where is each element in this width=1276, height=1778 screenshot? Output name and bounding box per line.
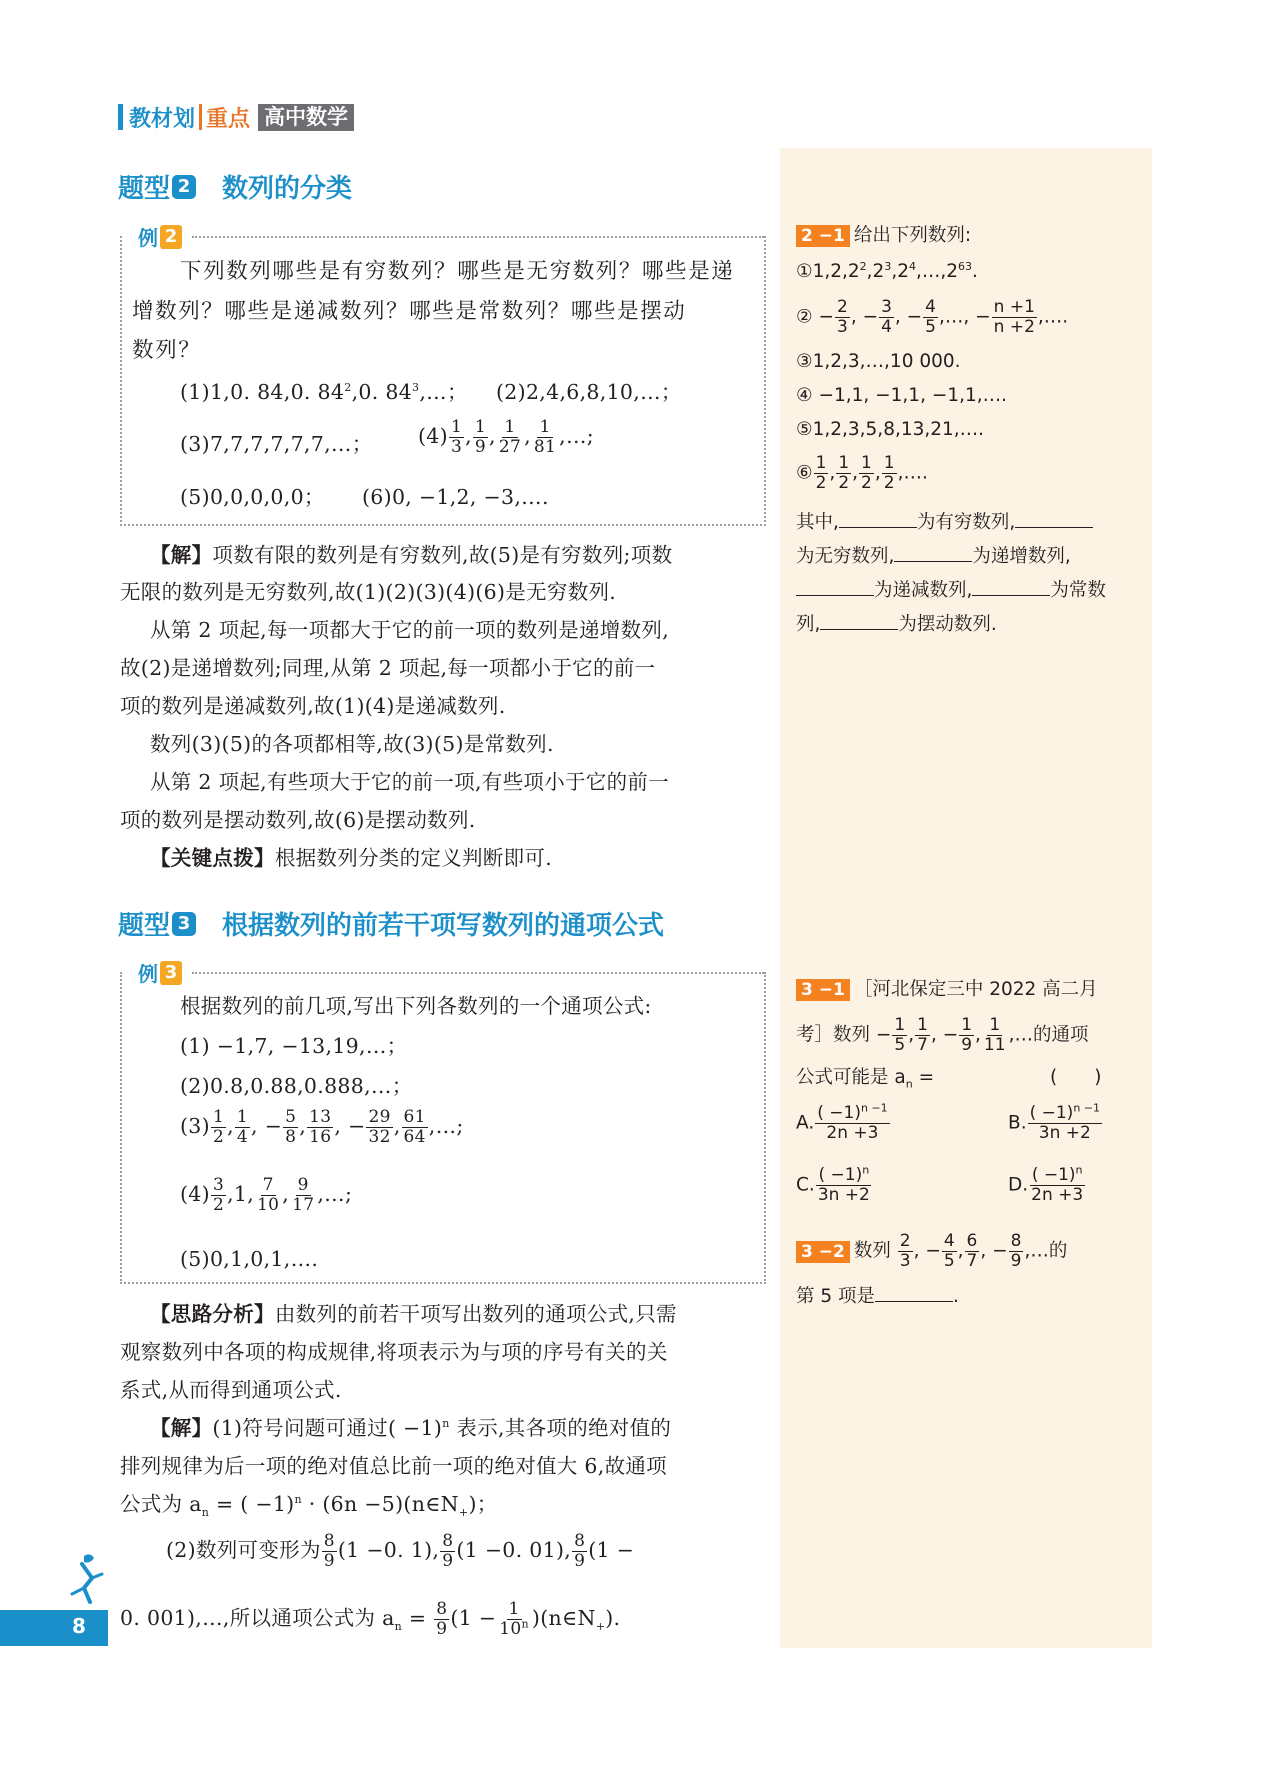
solution-2-line: 项的数列是摆动数列,故(6)是摆动数列. [120, 808, 476, 832]
example-2-question-line: 增数列？哪些是递减数列？哪些是常数列？哪些是摆动 [132, 299, 687, 324]
analysis-line: 【思路分析】由数列的前若干项写出数列的通项公式,只需 [150, 1302, 677, 1326]
example-2-item: (5)0,0,0,0,0； [180, 485, 325, 509]
runner-decoration-icon [64, 1550, 110, 1606]
header-book-name: 教材划 [129, 106, 196, 132]
exercise-3-2-line: 3 −2 数列 $\frac{2}{3}$ , − $\frac{4}{5}$ , $\frac{6}{7}$ , − $\frac{8}{9}$ ,…的 [796, 1232, 1067, 1271]
example-2-question-line: 数列？ [132, 338, 202, 363]
solution-2-line: 数列(3)(5)的各项都相等,故(3)(5)是常数列. [150, 732, 554, 756]
example-3-tag: 例 3 [134, 958, 186, 987]
exercise-3-1-line: 考］数列 − $\frac{1}{5}$ , $\frac{1}{7}$ , − $\frac{1}{9}$ , $\frac{1}{11}$ ,…的通项 [796, 1015, 1089, 1055]
exercise-tag: 2 −1 [796, 225, 850, 247]
exercise-2-1-answer-line: 其中, 为有穷数列, [796, 510, 1093, 535]
answer-blank[interactable] [796, 578, 874, 596]
option-d[interactable]: D. $\frac{( -1)^n}{2n +3}$ [1008, 1163, 1084, 1205]
example-2-item: (2)2,4,6,8,10,…； [496, 380, 682, 404]
solution-3-line: 公式为 $a_n$ = ( $-1)^n \cdot (6n -5)(n\in N_+)$； [120, 1492, 498, 1520]
exercise-2-1-answer-line: 为递减数列, 为常数 [796, 578, 1106, 603]
example-3-item: (2)0.8,0.88,0.888,…； [180, 1074, 413, 1098]
answer-blank[interactable] [894, 544, 972, 562]
example-2-item: (3)7,7,7,7,7,7,…； [180, 432, 373, 456]
solution-2-line: 从第 2 项起,每一项都大于它的前一项的数列是递增数列, [150, 618, 670, 642]
solution-2-line: 【解】项数有限的数列是有穷数列,故(5)是有穷数列;项数 [150, 543, 673, 567]
section-number-badge: 3 [172, 912, 196, 936]
header-book-name-2: 重点 [206, 106, 251, 132]
analysis-line: 系式,从而得到通项公式. [120, 1378, 342, 1402]
exercise-2-1-answer-line: 列, 为摆动数列. [796, 614, 997, 635]
solution-2-line: 项的数列是递减数列,故(1)(4)是递减数列. [120, 694, 506, 718]
option-a[interactable]: A. $\frac{( -1)^{n -1}}{2n +3}$ [796, 1101, 888, 1143]
exercise-2-1-intro: 2 −1 给出下列数列: [796, 224, 971, 248]
solution-3-line: (2)数列可变形为 $\frac{8}{9}$ (1 −0. 1), $\frac{8}{9}$ (1 −0. 01), $\frac{8}{9}$ (1 − [166, 1531, 635, 1571]
answer-blank[interactable] [972, 578, 1050, 596]
page-number-bar [0, 1610, 108, 1646]
solution-3-line: 【解】(1)符号问题可通过( −1)$^n$ 表示,其各项的绝对值的 [150, 1416, 672, 1440]
answer-blank[interactable] [1015, 510, 1093, 528]
key-point-line: 【关键点拨】根据数列分类的定义判断即可. [150, 846, 553, 870]
exercise-2-1-item: ③1,2,3,…,10 000. [796, 351, 961, 372]
option-b[interactable]: B. $\frac{( -1)^{n -1}}{3n +2}$ [1008, 1101, 1100, 1143]
header-divider [199, 104, 202, 130]
example-2-item: (6)0, −1,2, −3,…. [362, 485, 549, 509]
example-2-item: (1)1,0. 84,0. $84^2,0$. $84^3,\dots$； [180, 380, 468, 404]
header-bar [118, 104, 123, 130]
page-header [118, 103, 354, 131]
solution-2-line: 从第 2 项起,有些项大于它的前一项,有些项小于它的前一 [150, 770, 670, 794]
solution-2-line: 故(2)是递增数列;同理,从第 2 项起,每一项都小于它的前一 [120, 656, 656, 680]
section-number-badge: 2 [172, 175, 196, 199]
example-2-question-line: 下列数列哪些是有穷数列？哪些是无穷数列？哪些是递 [180, 259, 735, 284]
example-2-item: (4) $\frac{1}{3}$ , $\frac{1}{9}$ , $\frac{1}{27}$ , $\frac{1}{81}$ ,…; [418, 417, 594, 457]
example-3-item: (5)0,1,0,1,…. [180, 1247, 319, 1271]
exercise-2-1-item: ⑤1,2,3,5,8,13,21,…. [796, 419, 985, 440]
answer-blank[interactable] [839, 510, 917, 528]
answer-blank[interactable] [875, 1284, 953, 1302]
example-3-item: (1) −1,7, −13,19,…； [180, 1034, 408, 1058]
exercise-3-1-line: 公式可能是 $a_n$ = [796, 1067, 935, 1091]
header-subject: 高中数学 [258, 104, 354, 131]
solution-2-line: 无限的数列是无穷数列,故(1)(2)(3)(4)(6)是无穷数列. [120, 580, 617, 604]
solution-3-line: 0. 001),…,所以通项公式为 $a_n$ = $\frac{8}{9}$ (1 − $\frac{1}{10^n}$ )$(n\in N_+)$. [120, 1599, 621, 1639]
exercise-tag: 3 −1 [796, 979, 850, 1001]
exercise-2-1-item: ⑥ $\frac{1}{2}$ , $\frac{1}{2}$ , $\frac{1}{2}$ , $\frac{1}{2}$ ,…. [796, 453, 928, 493]
exercise-2-1-answer-line: 为无穷数列, 为递增数列, [796, 546, 1071, 567]
example-2-tag: 例 2 [134, 222, 186, 251]
exercise-2-1-item: $①1,2,2^2,2^3,2^4,\dots,2^{63}$. [796, 259, 978, 282]
example-3-item: (4) $\frac{3}{2}$ ,1, $\frac{7}{10}$ , $\frac{9}{17}$ ,…; [180, 1175, 353, 1215]
exercise-3-2-line: 第 5 项是 . [796, 1286, 959, 1307]
section-title-type2: 题型 2 数列的分类 [118, 174, 353, 204]
page-number: 8 [72, 1614, 86, 1638]
analysis-line: 观察数列中各项的构成规律,将项表示为与项的序号有关的关 [120, 1340, 668, 1364]
section-title-type3: 题型 3 根据数列的前若干项写数列的通项公式 [118, 911, 665, 941]
exercise-tag: 3 −2 [796, 1241, 850, 1263]
solution-3-line: 排列规律为后一项的绝对值总比前一项的绝对值大 6,故通项 [120, 1454, 667, 1478]
exercise-2-1-item: ② − $\frac{2}{3}$ , − $\frac{3}{4}$ , − $\frac{4}{5}$ ,…, − $\frac{n +1}{n +2}$ ,…. [796, 297, 1069, 337]
exercise-3-1-line: 3 −1 ［河北保定三中 2022 高二月 [796, 978, 1098, 1002]
option-c[interactable]: C. $\frac{( -1)^n}{3n +2}$ [796, 1163, 870, 1205]
example-3-question: 根据数列的前几项,写出下列各数列的一个通项公式: [180, 994, 652, 1018]
exercise-2-1-item: ④ −1,1, −1,1, −1,1,…. [796, 385, 1008, 406]
answer-parentheses[interactable]: ( ) [1050, 1067, 1102, 1088]
answer-blank[interactable] [820, 612, 898, 630]
example-3-item: (3) $\frac{1}{2}$ , $\frac{1}{4}$ , − $\frac{5}{8}$ , $\frac{13}{16}$ , − $\frac{29}{32}$ , $\frac{61}{64}$ ,…; [180, 1107, 464, 1147]
